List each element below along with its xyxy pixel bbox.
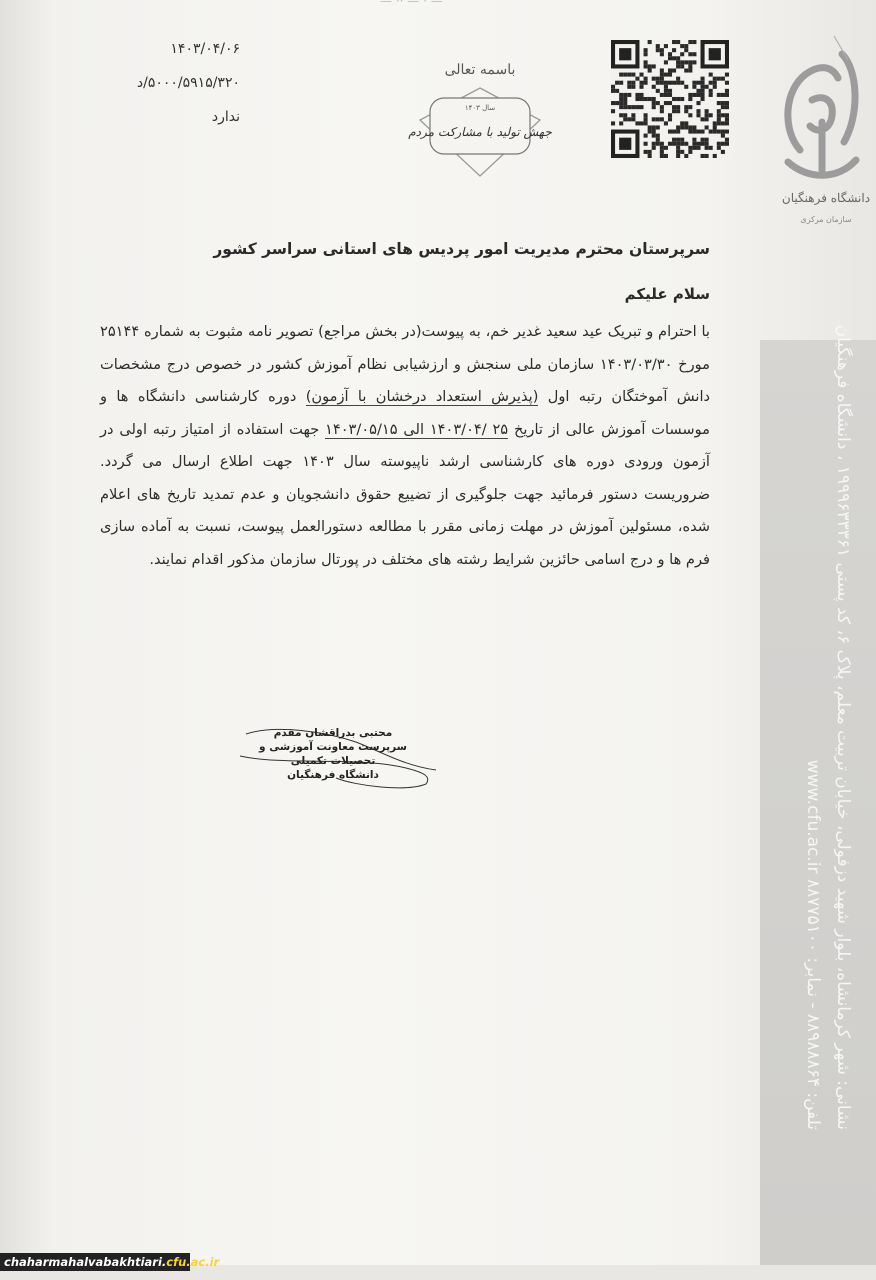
emblem-year-text: سال ۱۴۰۳	[464, 104, 496, 112]
body-part-3: جهت استفاده از امتیاز رتبه اولی در آزمون ورودی دوره های کارشناسی ارشد ناپیوسته سال ۱۴۰۳ جهت اطلاع ارسال می گردد. ضروریست دستور فرمائید جهت جلوگیری از تضییع حقوق دانشجویان و عدم تمدید تاریخ های اعلام شده، مسئولین آموزش در مهلت زمانی مقرر با مطالعه دستورالعمل پیوست، نسبت به آماده سازی فرم ها و درج اسامی حائزین شرایط رشته های مختلف در پورتال سازمان مذکور اقدام نمایند.	[100, 420, 710, 568]
body-paragraph	[100, 316, 710, 576]
source-prefix: chaharmahalvabakhtiari.	[4, 1255, 167, 1269]
signer-title: سرپرست معاونت آموزشی و تحصیلات تکمیلی	[259, 741, 407, 767]
letter-addressee: سرپرستان محترم مدیریت امور پردیس های استانی سراسر کشور	[213, 240, 710, 258]
body-part-1: با احترام و تبریک عید سعید غدیر خم، به پیوست(در بخش مراجع) تصویر نامه مثبوت به شماره ۲۵۱۴۴ مورخ ۱۴۰۳/۰۳/۳۰ سازمان ملی سنجش و ارزشیابی نظام آموزش کشور در خصوص درج مشخصات دانش آموختگان رتبه اول	[100, 323, 711, 405]
letter-body	[100, 316, 710, 576]
letter-greeting: سلام علیکم	[624, 285, 710, 303]
body-underlined-phrase: (پذیرش استعداد درخشان با آزمون)	[305, 388, 539, 405]
qr-code	[611, 40, 729, 160]
university-sub: سازمان مرکزی	[800, 215, 852, 224]
side-strip-text	[768, 324, 858, 1130]
university-logo	[772, 30, 871, 230]
side-address-line: نشانی: شهر کرمانشاه، بلوار شهید دزفولی، خیابان تربیت معلم، پلاک ۶، کد پستی ۱۹۹۹۶۳۳۳۶۱ ، دانشگاه فرهنگیان	[833, 324, 853, 1130]
university-name: دانشگاه فرهنگیان	[781, 191, 871, 205]
source-domain: cfu.ac.ir	[166, 1255, 220, 1269]
letter-meta	[40, 32, 240, 134]
emblem-slogan-text: جهش تولید با مشارکت مردم	[408, 125, 552, 139]
emblem-top-text: باسمه تعالی	[444, 62, 516, 78]
body-underlined-dates: ۲۵ /۱۴۰۳/۰۴ الی ۱۴۰۳/۰۵/۱۵	[325, 420, 509, 438]
letter-attachment: ندارد	[211, 109, 240, 125]
signer-org: دانشگاه فرهنگیان	[287, 769, 379, 781]
side-contact-line: تلفن: ۸۸۹۸۸۸۶۴ - نمابر: ۸۸۷۷۵۱۰۰ www.cfu.ac.ir	[803, 759, 823, 1130]
source-banner[interactable]	[0, 1253, 220, 1271]
signature-block	[236, 726, 442, 796]
signer-name: محتبی بدراقشان مقدم	[273, 727, 393, 739]
letter-date: ۱۴۰۳/۰۴/۰۶	[170, 41, 240, 57]
body-part-2: دوره کارشناسی دانشگاه ها و موسسات آموزش عالی از تاریخ	[100, 388, 711, 438]
slogan-emblem	[408, 48, 552, 178]
faint-top-marks: — ·· — · —	[380, 0, 443, 8]
letter-number: ۵۰۰۰/۵۹۱۵/۳۲۰/د	[136, 75, 240, 91]
